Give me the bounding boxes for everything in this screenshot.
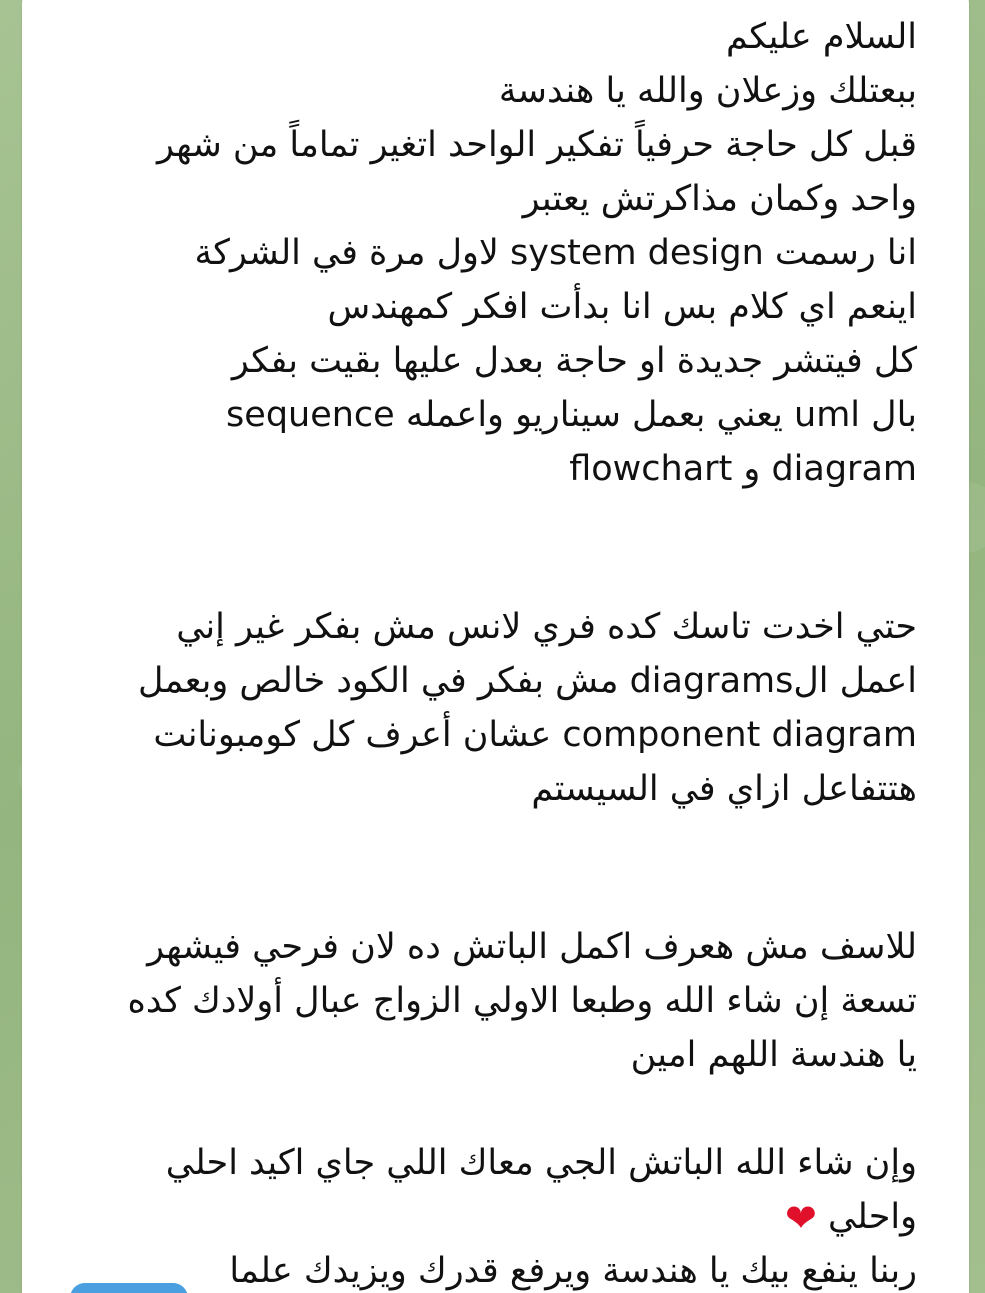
message-line: حتي اخدت تاسك كده فري لانس مش بفكر غير إني — [176, 607, 917, 647]
message-line: انا رسمت system design لاول مرة في الشركة — [194, 233, 917, 273]
message-line: بال uml يعني بعمل سيناريو واعمله sequence — [226, 395, 917, 435]
message-line: هتتفاعل ازاي في السيستم — [531, 769, 917, 809]
message-line: واحد وكمان مذاكرتش يعتبر — [522, 179, 917, 219]
message-line: ربنا ينفع بيك يا هندسة ويرفع قدرك ويزيدك علما — [229, 1251, 917, 1291]
message-line: قبل كل حاجة حرفياً تفكير الواحد اتغير تماماً من شهر — [157, 125, 917, 165]
reaction-pill[interactable] — [70, 1283, 188, 1293]
message-line: كل فيتشر جديدة او حاجة بعدل عليها بقيت بفكر — [231, 341, 917, 381]
paragraph-gap — [57, 496, 917, 600]
paragraph-gap — [57, 816, 917, 920]
message-text — [57, 10, 917, 1293]
message-line: component diagram عشان أعرف كل كومبونانت — [153, 715, 917, 755]
heart-icon: ❤ — [784, 1196, 817, 1240]
message-line: اعمل الdiagrams مش بفكر في الكود خالص وبعمل — [137, 661, 917, 701]
message-line: اينعم اي كلام بس انا بدأت افكر كمهندس — [327, 287, 917, 327]
message-line: وإن شاء الله الباتش الجي معاك اللي جاي اكيد احلي — [165, 1143, 917, 1183]
message-line: diagram و flowchart — [569, 449, 917, 489]
message-line: يا هندسة اللهم امين — [630, 1035, 917, 1075]
message-line: للاسف مش هعرف اكمل الباتش ده لان فرحي فيشهر — [147, 927, 917, 967]
message-line: تسعة إن شاء الله وطبعا الاولي الزواج عبال أولادك كده — [127, 981, 917, 1021]
paragraph-gap — [57, 1082, 917, 1136]
message-line — [57, 1190, 917, 1244]
message-line: السلام عليكم — [726, 17, 917, 57]
message-line-text: واحلي — [827, 1197, 917, 1237]
message-line: ببعتلك وزعلان والله يا هندسة — [498, 71, 917, 111]
